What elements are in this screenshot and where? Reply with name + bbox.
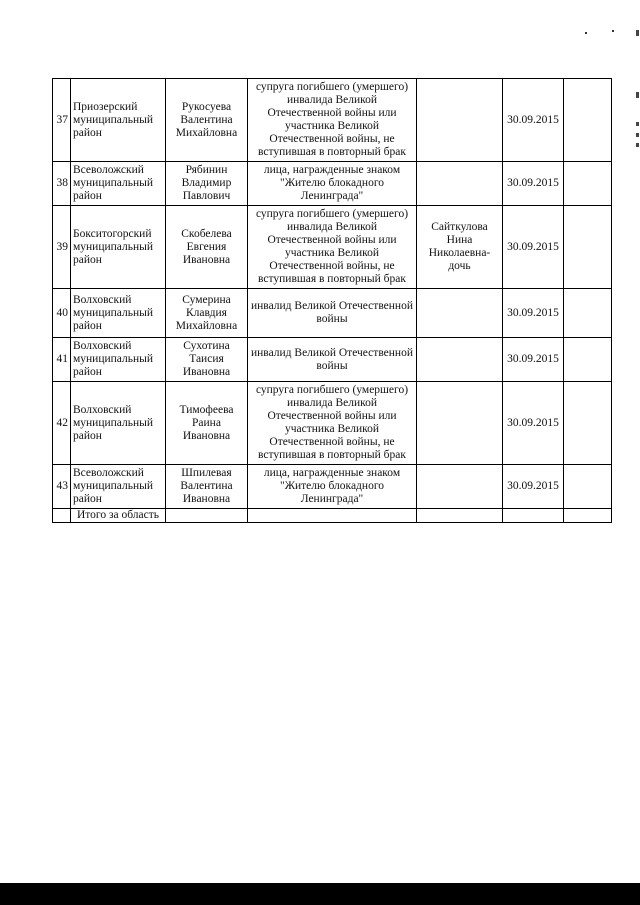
empty-cell xyxy=(564,79,612,162)
empty-cell xyxy=(564,162,612,206)
empty-cell xyxy=(564,338,612,382)
row-number: 40 xyxy=(53,289,71,338)
table-row xyxy=(53,382,612,465)
empty-cell xyxy=(53,509,71,523)
empty-cell xyxy=(417,509,503,523)
scan-bottom-border xyxy=(0,883,640,905)
scan-speck xyxy=(585,32,587,34)
scan-speck xyxy=(612,30,614,32)
category-cell: супруга погибшего (умершего) инвалида Великой Отечественной войны или участника Великой Отечественной войны, не вступившая в повторный брак xyxy=(248,382,417,465)
name-cell: Рукосуева Валентина Михайловна xyxy=(166,79,248,162)
district-cell: Бокситогорский муниципальный район xyxy=(71,206,166,289)
name-cell: Рябинин Владимир Павлович xyxy=(166,162,248,206)
relative-cell xyxy=(417,382,503,465)
table-row xyxy=(53,289,612,338)
table-row xyxy=(53,338,612,382)
relative-cell xyxy=(417,465,503,509)
category-cell: инвалид Великой Отечественной войны xyxy=(248,289,417,338)
date-cell: 30.09.2015 xyxy=(503,162,564,206)
category-cell: супруга погибшего (умершего) инвалида Великой Отечественной войны или участника Великой Отечественной войны, не вступившая в повторный брак xyxy=(248,79,417,162)
district-cell: Всеволожский муниципальный район xyxy=(71,465,166,509)
name-cell: Сумерина Клавдия Михайловна xyxy=(166,289,248,338)
table-row xyxy=(53,162,612,206)
scan-edge-mark xyxy=(636,143,639,147)
table-row xyxy=(53,465,612,509)
date-cell: 30.09.2015 xyxy=(503,382,564,465)
district-cell: Волховский муниципальный район xyxy=(71,289,166,338)
total-row xyxy=(53,509,612,523)
relative-cell xyxy=(417,338,503,382)
relative-cell xyxy=(417,79,503,162)
empty-cell xyxy=(564,382,612,465)
date-cell: 30.09.2015 xyxy=(503,289,564,338)
category-cell: инвалид Великой Отечественной войны xyxy=(248,338,417,382)
date-cell: 30.09.2015 xyxy=(503,465,564,509)
scan-edge-mark xyxy=(636,30,639,36)
district-cell: Волховский муниципальный район xyxy=(71,382,166,465)
district-cell: Волховский муниципальный район xyxy=(71,338,166,382)
recipients-table xyxy=(52,78,612,523)
row-number: 37 xyxy=(53,79,71,162)
empty-cell xyxy=(564,465,612,509)
category-cell: лица, награжденные знаком "Жителю блокадного Ленинграда" xyxy=(248,162,417,206)
category-cell: лица, награжденные знаком "Жителю блокадного Ленинграда" xyxy=(248,465,417,509)
row-number: 43 xyxy=(53,465,71,509)
table-row xyxy=(53,79,612,162)
relative-cell: Сайткулова Нина Николаевна-дочь xyxy=(417,206,503,289)
row-number: 41 xyxy=(53,338,71,382)
empty-cell xyxy=(248,509,417,523)
row-number: 38 xyxy=(53,162,71,206)
empty-cell xyxy=(503,509,564,523)
table-row xyxy=(53,206,612,289)
relative-cell xyxy=(417,289,503,338)
relative-cell xyxy=(417,162,503,206)
date-cell: 30.09.2015 xyxy=(503,206,564,289)
name-cell: Шпилевая Валентина Ивановна xyxy=(166,465,248,509)
empty-cell xyxy=(564,509,612,523)
district-cell: Всеволожский муниципальный район xyxy=(71,162,166,206)
empty-cell xyxy=(564,206,612,289)
name-cell: Скобелева Евгения Ивановна xyxy=(166,206,248,289)
district-cell: Приозерский муниципальный район xyxy=(71,79,166,162)
total-label: Итого за область xyxy=(71,509,166,523)
row-number: 42 xyxy=(53,382,71,465)
row-number: 39 xyxy=(53,206,71,289)
name-cell: Тимофеева Раина Ивановна xyxy=(166,382,248,465)
date-cell: 30.09.2015 xyxy=(503,338,564,382)
scan-edge-mark xyxy=(636,122,639,126)
empty-cell xyxy=(166,509,248,523)
category-cell: супруга погибшего (умершего) инвалида Великой Отечественной войны или участника Великой Отечественной войны, не вступившая в повторный брак xyxy=(248,206,417,289)
empty-cell xyxy=(564,289,612,338)
date-cell: 30.09.2015 xyxy=(503,79,564,162)
scan-edge-mark xyxy=(636,92,639,98)
scan-edge-mark xyxy=(636,133,639,137)
name-cell: Сухотина Таисия Ивановна xyxy=(166,338,248,382)
